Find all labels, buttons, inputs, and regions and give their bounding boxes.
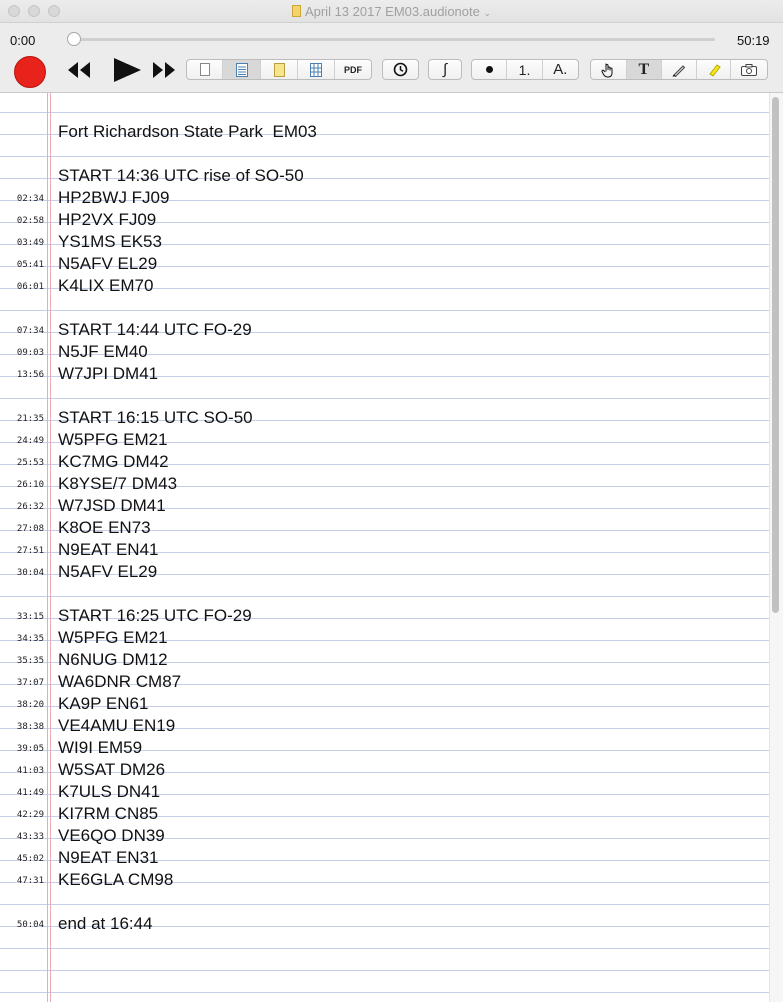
audio-timestamp[interactable]: 39:05 [16, 744, 44, 754]
audio-timestamp[interactable]: 26:10 [16, 480, 44, 490]
audio-timestamp[interactable]: 38:38 [16, 722, 44, 732]
note-line[interactable]: KC7MG DM42 [58, 452, 169, 471]
pointer-tool-button[interactable] [591, 60, 627, 79]
lined-page-icon [236, 63, 248, 77]
camera-icon [741, 64, 757, 76]
audio-timestamp[interactable]: 09:03 [16, 348, 44, 358]
numbered-list-button[interactable]: 1. [507, 60, 542, 79]
tool-control [590, 59, 768, 80]
current-time: 0:00 [10, 33, 36, 48]
grid-page-icon [310, 63, 322, 77]
audio-timestamp[interactable]: 43:33 [16, 832, 44, 842]
chevron-down-icon[interactable]: ⌄ [483, 8, 492, 18]
note-line[interactable]: N6NUG DM12 [58, 650, 168, 669]
note-line[interactable]: START 16:25 UTC FO-29 [58, 606, 252, 625]
timestamp-control [382, 59, 419, 80]
audio-timestamp[interactable]: 25:53 [16, 458, 44, 468]
audio-timestamp[interactable]: 26:32 [16, 502, 44, 512]
audio-timestamp[interactable]: 41:03 [16, 766, 44, 776]
audio-timestamp[interactable]: 50:04 [16, 920, 44, 930]
clock-icon [393, 62, 408, 77]
audio-timestamp[interactable]: 02:58 [16, 216, 44, 226]
play-button[interactable] [111, 59, 143, 81]
note-line[interactable]: N5JF EM40 [58, 342, 148, 361]
window-title[interactable] [0, 4, 783, 19]
note-line[interactable]: START 14:36 UTC rise of SO-50 [58, 166, 304, 185]
pen-tool-button[interactable] [662, 60, 697, 79]
camera-tool-button[interactable] [731, 60, 767, 79]
note-line[interactable]: VE4AMU EN19 [58, 716, 176, 735]
note-line[interactable]: HP2BWJ FJ09 [58, 188, 170, 207]
audio-timestamp[interactable]: 35:35 [16, 656, 44, 666]
margin-line [50, 93, 51, 1002]
paper-plain-button[interactable] [187, 60, 223, 79]
playback-scrubber-handle[interactable] [67, 32, 81, 46]
window-title-text: April 13 2017 EM03.audionote [304, 4, 480, 19]
audio-timestamp[interactable]: 47:31 [16, 876, 44, 886]
note-line[interactable]: W5PFG EM21 [58, 430, 168, 449]
audio-timestamp[interactable]: 37:07 [16, 678, 44, 688]
bullet-list-button[interactable] [472, 60, 507, 79]
note-line[interactable]: YS1MS EK53 [58, 232, 162, 251]
hand-pointer-icon [601, 62, 615, 78]
audio-timestamp[interactable]: 07:34 [16, 326, 44, 336]
note-page[interactable] [0, 93, 769, 1002]
note-line[interactable]: W5SAT DM26 [58, 760, 166, 779]
highlighter-tool-button[interactable] [697, 60, 732, 79]
note-line[interactable]: WI9I EM59 [58, 738, 143, 757]
note-line[interactable]: Fort Richardson State Park EM03 [58, 122, 317, 141]
paper-lined-button[interactable] [223, 60, 261, 79]
note-line[interactable]: end at 16:44 [58, 914, 153, 933]
audio-timestamp[interactable]: 45:02 [16, 854, 44, 864]
paper-yellow-button[interactable] [261, 60, 298, 79]
note-line[interactable]: W7JPI DM41 [58, 364, 159, 383]
highlighter-icon [707, 63, 721, 77]
text-tool-button[interactable]: T [627, 60, 663, 79]
note-line[interactable]: K8YSE/7 DM43 [58, 474, 178, 493]
audio-timestamp[interactable]: 24:49 [16, 436, 44, 446]
audio-timestamp[interactable]: 02:34 [16, 194, 44, 204]
audio-timestamp[interactable]: 34:35 [16, 634, 44, 644]
audio-timestamp[interactable]: 33:15 [16, 612, 44, 622]
audio-timestamp[interactable]: 38:20 [16, 700, 44, 710]
fast-forward-icon [151, 59, 177, 81]
note-line[interactable]: KA9P EN61 [58, 694, 149, 713]
audio-timestamp[interactable]: 41:49 [16, 788, 44, 798]
rewind-button[interactable] [66, 59, 92, 81]
play-icon [111, 57, 143, 83]
audio-timestamp[interactable]: 13:56 [16, 370, 44, 380]
note-line[interactable]: W5PFG EM21 [58, 628, 168, 647]
note-line[interactable]: N9EAT EN31 [58, 848, 159, 867]
paper-grid-button[interactable] [298, 60, 335, 79]
audio-timestamp[interactable]: 05:41 [16, 260, 44, 270]
note-line[interactable]: K7ULS DN41 [58, 782, 161, 801]
note-line[interactable]: START 16:15 UTC SO-50 [58, 408, 253, 427]
title-bar [0, 0, 783, 23]
list-format-control [471, 59, 579, 80]
note-line[interactable]: KI7RM CN85 [58, 804, 159, 823]
scrollbar-thumb[interactable] [772, 97, 779, 613]
fast-forward-button[interactable] [151, 59, 177, 81]
note-line[interactable]: WA6DNR CM87 [58, 672, 182, 691]
note-line[interactable]: START 14:44 UTC FO-29 [58, 320, 252, 339]
font-button[interactable]: A. [553, 61, 568, 78]
playback-progress-track[interactable] [75, 38, 715, 41]
margin-line [47, 93, 48, 1002]
note-line[interactable]: N5AFV EL29 [58, 254, 158, 273]
audio-timestamp[interactable]: 06:01 [16, 282, 44, 292]
rewind-icon [66, 59, 92, 81]
record-button[interactable] [14, 56, 46, 88]
equation-control [428, 59, 462, 80]
audionote-document-icon [292, 5, 301, 17]
pen-icon [672, 63, 686, 77]
note-line[interactable]: HP2VX FJ09 [58, 210, 157, 229]
blank-page-icon [200, 63, 210, 76]
note-line[interactable]: K4LIX EM70 [58, 276, 154, 295]
bullet-icon [486, 66, 493, 73]
equation-button[interactable]: ∫ [442, 61, 448, 78]
paper-pdf-button[interactable]: PDF [344, 64, 362, 75]
audio-timestamp[interactable]: 03:49 [16, 238, 44, 248]
timestamp-button[interactable] [383, 60, 418, 79]
total-time: 50:19 [737, 33, 770, 48]
note-line[interactable]: KE6GLA CM98 [58, 870, 174, 889]
yellow-page-icon [274, 63, 285, 77]
note-line[interactable]: K8OE EN73 [58, 518, 151, 537]
audio-timestamp[interactable]: 30:04 [16, 568, 44, 578]
audio-timestamp[interactable]: 42:29 [16, 810, 44, 820]
audio-timestamp[interactable]: 27:08 [16, 524, 44, 534]
note-line[interactable]: W7JSD DM41 [58, 496, 166, 515]
toolbar [0, 23, 783, 93]
note-line[interactable]: VE6QO DN39 [58, 826, 165, 845]
note-line[interactable]: N9EAT EN41 [58, 540, 159, 559]
audio-timestamp[interactable]: 21:35 [16, 414, 44, 424]
paper-style-control [186, 59, 372, 80]
audio-timestamp[interactable]: 27:51 [16, 546, 44, 556]
note-line[interactable]: N5AFV EL29 [58, 562, 158, 581]
